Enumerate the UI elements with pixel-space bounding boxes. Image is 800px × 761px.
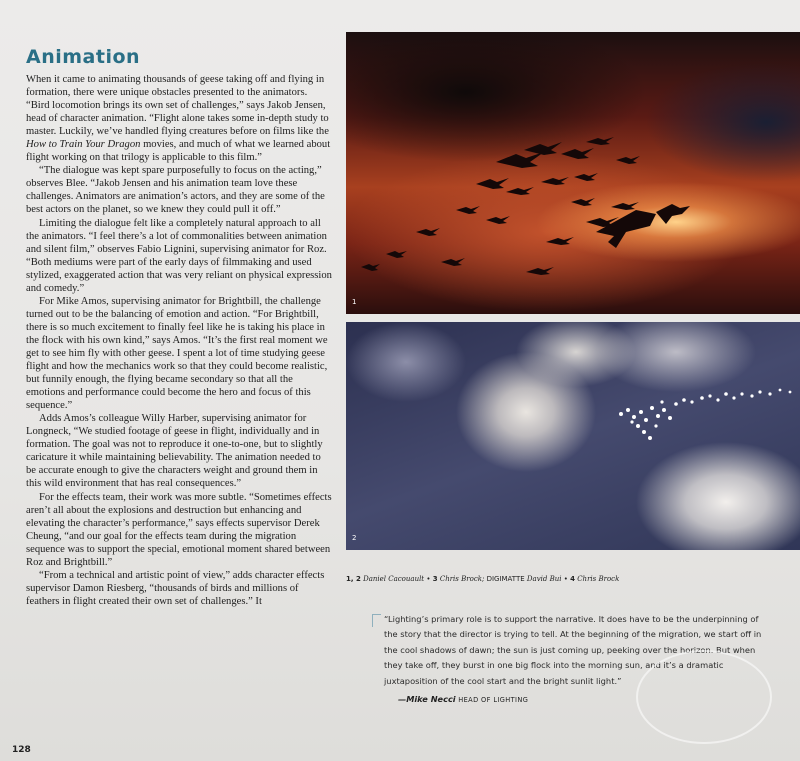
white-bird-flock (346, 322, 800, 550)
quote-author: —Mike Necci (398, 694, 456, 704)
watermark-seal-icon (636, 650, 772, 744)
paragraph-2: “The dialogue was kept spare purposefully to focus on the acting,” observes Blee. “Jakob Jensen and his animation team love these challenges. Animators are animation’s actors, and they are some of the best actors on the planet, so we knew they could pull it off.” (26, 165, 325, 216)
paragraph-6: For the effects team, their work was more subtle. “Sometimes effects aren’t all about the explosions and destruction but enhancing and elevating the character’s performance,” says effects supervisor Derek Cheung, “and our goal for the effects team during the migration sequence was to support the special, emotional moment shared between Roz and Brightbill.” (26, 491, 332, 568)
image-number-2: 2 (352, 534, 357, 542)
paragraph-1 (26, 73, 332, 164)
credit-number: 4 (570, 575, 575, 583)
paragraph-5: Adds Amos’s colleague Willy Harber, supervising animator for Longneck, “We studied footage of geese in flight, individually and in formation. The goal was not to reproduce it one-to-one, but to slightly caricature it while maintaining believability. The animation needed to be accurate enough to give the characters weight and ground them in this wild environment that has real consequences.” (26, 413, 323, 490)
credit-name: Chris Brock (577, 575, 620, 583)
credit-separator: • (426, 575, 431, 583)
credit-separator: • (563, 575, 568, 583)
image-credits (346, 575, 619, 583)
cloud-sky-flock-artwork (346, 322, 800, 550)
credit-number: 3 (432, 575, 438, 583)
paragraph-1-text: When it came to animating thousands of geese taking off and flying in formation, there were unique obstacles presented to the animators. “Bird locomotion brings its own set of challenges,” says Jakob Jensen, head of character animation. “Flight alone takes some in-depth study to master. Luckily, we’ve handled flying creatures before on films like the (26, 74, 329, 138)
film-title: How to Train Your Dragon (26, 139, 141, 151)
geese-silhouettes (346, 32, 800, 314)
credit-name: David Bui (526, 575, 562, 583)
quote-attribution (398, 694, 528, 704)
credit-number: 1, 2 (346, 575, 361, 583)
quote-author-role: HEAD OF LIGHTING (458, 696, 529, 704)
sunset-geese-artwork (346, 32, 800, 314)
credit-role: DIGIMATTE (486, 575, 525, 583)
page-number: 128 (12, 745, 31, 755)
paragraph-4: For Mike Amos, supervising animator for Brightbill, the challenge turned out to be the balancing of emotion and action. “For Brightbill, there is so much excitement to finally feel like he is taking his place in the flock with his own kind,” says Amos. “It’s the first real moment we get to see him fly with other geese. I spent a lot of time studying geese flight and how the mechanics work so that they could become realistic, but funnily enough, the flying became secondary so that all the emotions and performance could become the hero and focus of this sequence.” (26, 295, 328, 412)
paragraph-1-text-end: movies, and much of what we learned about flight working on that trilogy is applicable to this film.” (26, 139, 331, 164)
credit-name: Chris Brock; (439, 575, 485, 583)
section-heading: Animation (26, 46, 141, 68)
paragraph-7: “From a technical and artistic point of view,” adds character effects supervisor Damon Riesberg, “thousands of birds and millions of feathers in flight created their own set of challenges.” It (26, 569, 325, 607)
paragraph-3: Limiting the dialogue felt like a completely natural approach to all the animators. “I feel there’s a lot of commonalities between animation and silent film,” observes Fabio Lignini, supervising animator for Roz. “Both mediums were part of the early days of filmmaking and used stylized, exaggerated action that was very reliant on physical expression and comedy.” (26, 217, 332, 294)
image-number-1: 1 (352, 298, 357, 306)
credit-name: Daniel Cacouault (363, 575, 425, 583)
body-text-column (26, 73, 332, 608)
quote-text: “Lighting’s primary role is to support the narrative. It does have to be the underpinning of the story that the director is trying to tell. At the beginning of the migration, we start off in the cool shadows of dawn; the sun is just coming up, peeking over the horizon. But when they take off, they burst in one big flock into the morning sun, and it’s a dramatic juxtaposition of the cool start and the bright sunlit light.” (384, 614, 762, 686)
quote-bracket-icon (372, 614, 381, 627)
